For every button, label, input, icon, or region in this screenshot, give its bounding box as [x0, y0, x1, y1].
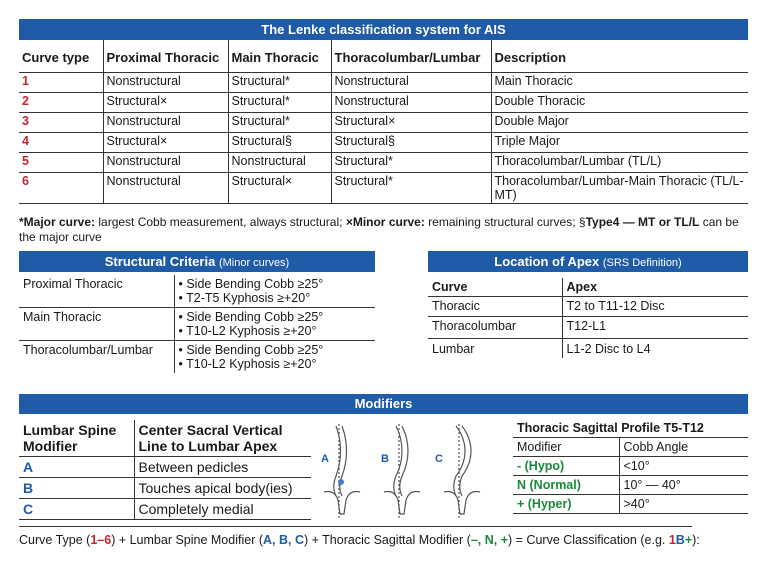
table-cell: Thoracic [428, 297, 562, 317]
criteria-item: • Side Bending Cobb ≥25° [178, 277, 324, 291]
curve-type: 2 [19, 93, 103, 113]
criteria-item: • T10-L2 Kyphosis ≥+20° [178, 357, 317, 371]
table-row [19, 133, 748, 153]
table-row [19, 499, 311, 520]
table-row [19, 93, 748, 113]
table-cell: T2 to T11-12 Disc [562, 297, 748, 317]
table-cell: <10° [619, 457, 748, 476]
type4-symbol: § [578, 215, 586, 229]
spine-figure-b [384, 424, 420, 518]
structural-subtitle: (Minor curves) [218, 257, 290, 269]
region-label: Proximal Thoracic [19, 275, 174, 308]
table-cell: Triple Major [491, 133, 748, 153]
col-header: Center Sacral Vertical Line to Lumbar Apex [134, 420, 311, 457]
table-row [19, 308, 375, 341]
sagittal-table [513, 438, 748, 514]
table-cell: Nonstructural [103, 153, 228, 173]
table-row [428, 339, 748, 359]
col-header: Curve [428, 278, 562, 297]
col-header: Curve type [19, 40, 103, 73]
formula-example [669, 533, 692, 547]
spine-label-c: C [435, 453, 443, 465]
example-lumbar: B [675, 533, 685, 547]
criteria-cell [174, 341, 375, 374]
col-header: Modifier [513, 438, 619, 457]
col-header: Description [491, 40, 748, 73]
table-cell: Double Thoracic [491, 93, 748, 113]
curve-type: 4 [19, 133, 103, 153]
col-header: Main Thoracic [228, 40, 331, 73]
curve-type: 1 [19, 73, 103, 93]
formula-text: Curve Type ( [19, 533, 91, 547]
table-cell: Structural× [103, 93, 228, 113]
table-row [428, 297, 748, 317]
table-cell: Touches apical body(ies) [134, 478, 311, 499]
spine-label-a: A [321, 453, 329, 465]
spine-figure-a [324, 424, 360, 518]
minor-curve-label: ×Minor curve: [345, 215, 425, 229]
table-cell: Nonstructural [331, 73, 491, 93]
col-header: Proximal Thoracic [103, 40, 228, 73]
formula-text: ): [692, 533, 700, 547]
table-cell: Structural* [331, 153, 491, 173]
table-row [428, 317, 748, 339]
formula-curve-range: 1–6 [90, 533, 112, 547]
sagittal-title: Thoracic Sagittal Profile T5-T12 [517, 421, 704, 435]
apex-title: Location of Apex [494, 254, 600, 269]
apex-table [428, 278, 748, 358]
formula-lumbar-codes: A, B, C [263, 533, 304, 547]
table-cell: Structural× [331, 113, 491, 133]
table-cell: Thoracolumbar [428, 317, 562, 339]
example-sagittal: + [684, 533, 693, 547]
table-row [19, 153, 748, 173]
table-cell: T12-L1 [562, 317, 748, 339]
criteria-item: • Side Bending Cobb ≥25° [178, 343, 324, 357]
curve-notes [19, 215, 754, 245]
col-header: Lumbar Spine Modifier [19, 420, 134, 457]
type4-text: can be the major curve [19, 215, 739, 244]
lenke-table [19, 40, 748, 204]
modifiers-bar [19, 394, 748, 414]
lenke-header-row [19, 40, 748, 73]
region-label: Main Thoracic [19, 308, 174, 341]
table-cell: Structural* [331, 173, 491, 204]
structural-criteria-table [19, 275, 375, 373]
table-cell: Structural× [228, 173, 331, 204]
table-cell: Nonstructural [103, 173, 228, 204]
table-cell: >40° [619, 495, 748, 514]
table-cell: Structural§ [228, 133, 331, 153]
table-cell: Structural§ [331, 133, 491, 153]
criteria-item: • Side Bending Cobb ≥25° [178, 310, 324, 324]
table-cell: Main Thoracic [491, 73, 748, 93]
table-cell: Structural* [228, 73, 331, 93]
region-label: Thoracolumbar/Lumbar [19, 341, 174, 374]
formula-text: ) = Curve Classification (e.g. [508, 533, 669, 547]
lumbar-modifier-code: A [19, 457, 134, 478]
table-row [513, 476, 748, 495]
col-header: Thoracolumbar/Lumbar [331, 40, 491, 73]
sagittal-header-row [513, 438, 748, 457]
lumbar-header-row [19, 420, 311, 457]
table-row [19, 341, 375, 374]
page-title: The Lenke classification system for AIS [261, 22, 506, 37]
table-cell: Structural* [228, 93, 331, 113]
criteria-item: • T2-T5 Kyphosis ≥+20° [178, 291, 311, 305]
table-cell: Thoracolumbar/Lumbar (TL/L) [491, 153, 748, 173]
spine-label-b: B [381, 453, 389, 465]
table-cell: Nonstructural [228, 153, 331, 173]
apex-header-row [428, 278, 748, 297]
table-row [513, 457, 748, 476]
table-cell: 10° — 40° [619, 476, 748, 495]
sagittal-modifier: N (Normal) [513, 476, 619, 495]
table-row [19, 275, 375, 308]
table-row [19, 173, 748, 204]
structural-title: Structural Criteria [104, 254, 216, 269]
table-row [513, 495, 748, 514]
table-row [19, 478, 311, 499]
apex-bar [428, 251, 748, 272]
table-row [19, 113, 748, 133]
table-cell: L1-2 Disc to L4 [566, 342, 651, 356]
table-cell: Completely medial [134, 499, 311, 520]
col-header: Apex [562, 278, 748, 297]
example-curve: 1 [668, 533, 676, 547]
lenke-title-bar [19, 19, 748, 40]
apex-subtitle: (SRS Definition) [602, 257, 682, 269]
formula-divider [19, 526, 692, 527]
criteria-cell [174, 308, 375, 341]
lumbar-modifier-code: B [19, 478, 134, 499]
table-cell: Lumbar [428, 339, 562, 359]
table-cell: Nonstructural [331, 93, 491, 113]
major-curve-text: largest Cobb measurement, always structural; [95, 215, 346, 229]
major-curve-label: *Major curve: [19, 215, 96, 229]
spine-figure-c [444, 424, 480, 518]
table-row [19, 457, 311, 478]
table-cell: Nonstructural [103, 113, 228, 133]
classification-formula [19, 533, 700, 547]
table-cell: Double Major [491, 113, 748, 133]
sagittal-modifier: - (Hypo) [513, 457, 619, 476]
criteria-cell [174, 275, 375, 308]
curve-type: 6 [19, 173, 103, 204]
table-cell: Between pedicles [134, 457, 311, 478]
structural-criteria-bar [19, 251, 375, 272]
type4-label: Type4 — MT or TL/L [585, 215, 700, 229]
formula-text: ) + Lumbar Spine Modifier ( [111, 533, 263, 547]
modifiers-title: Modifiers [354, 396, 413, 411]
table-cell: Thoracolumbar/Lumbar-Main Thoracic (TL/L-MT) [491, 173, 748, 204]
col-header: Cobb Angle [619, 438, 748, 457]
curve-type: 5 [19, 153, 103, 173]
curve-type: 3 [19, 113, 103, 133]
criteria-item: • T10-L2 Kyphosis ≥+20° [178, 324, 317, 338]
minor-curve-text: remaining structural curves; [424, 215, 579, 229]
table-row [19, 73, 748, 93]
table-cell: Nonstructural [103, 73, 228, 93]
table-cell: Structural* [228, 113, 331, 133]
lumbar-modifier-table [19, 420, 311, 520]
lumbar-modifier-code: C [19, 499, 134, 520]
table-cell: Structural× [103, 133, 228, 153]
formula-sagittal-codes: –, N, + [470, 533, 509, 547]
formula-text: ) + Thoracic Sagittal Modifier ( [303, 533, 471, 547]
spine-illustrations [312, 420, 512, 520]
sagittal-modifier: + (Hyper) [513, 495, 619, 514]
